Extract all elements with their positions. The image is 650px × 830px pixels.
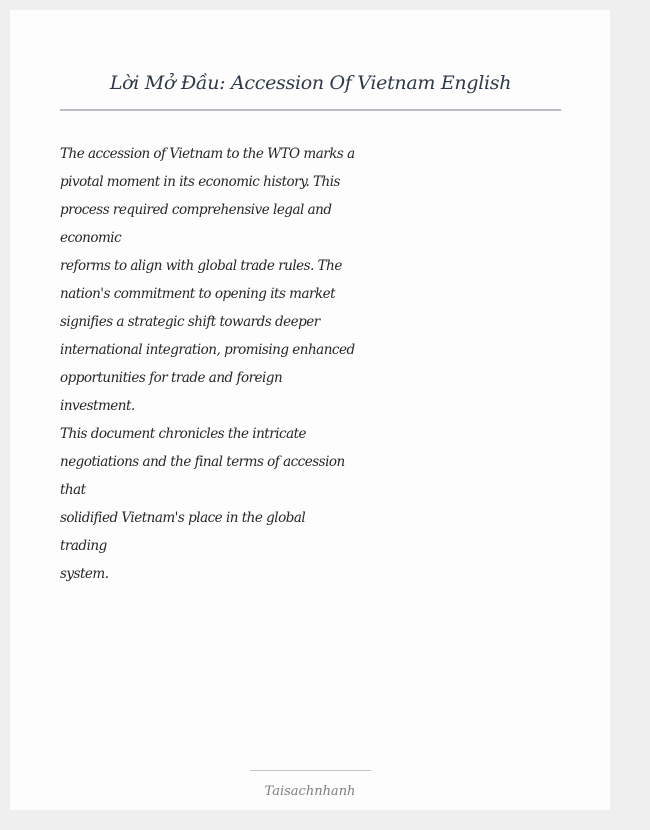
- footer-divider: [250, 770, 371, 771]
- body-line: system.: [60, 566, 109, 582]
- body-line: This document chronicles the intricate: [60, 426, 307, 442]
- body-line: negotiations and the final terms of accession: [60, 454, 345, 470]
- body-line: pivotal moment in its economic history. This: [60, 174, 340, 190]
- body-line: economic: [60, 230, 122, 246]
- body-line: nation's commitment to opening its market: [60, 286, 336, 302]
- body-text: [60, 140, 360, 588]
- document-page: [10, 10, 610, 810]
- page-title: Lời Mở Đầu: Accession Of Vietnam English: [109, 72, 512, 94]
- body-line: opportunities for trade and foreign: [60, 370, 283, 386]
- body-line: reforms to align with global trade rules. The: [60, 258, 342, 274]
- body-line: that: [60, 482, 86, 498]
- body-line: signifies a strategic shift towards deeper: [60, 314, 320, 330]
- body-line: trading: [60, 538, 107, 554]
- body-line: solidified Vietnam's place in the global: [60, 510, 306, 526]
- body-line: investment.: [60, 398, 135, 414]
- title-divider: [60, 109, 561, 111]
- footer-source: Taisachnhanh: [264, 784, 356, 799]
- body-line: international integration, promising enhanced: [60, 342, 355, 358]
- body-line: process required comprehensive legal and: [60, 202, 332, 218]
- body-line: The accession of Vietnam to the WTO marks a: [60, 146, 355, 162]
